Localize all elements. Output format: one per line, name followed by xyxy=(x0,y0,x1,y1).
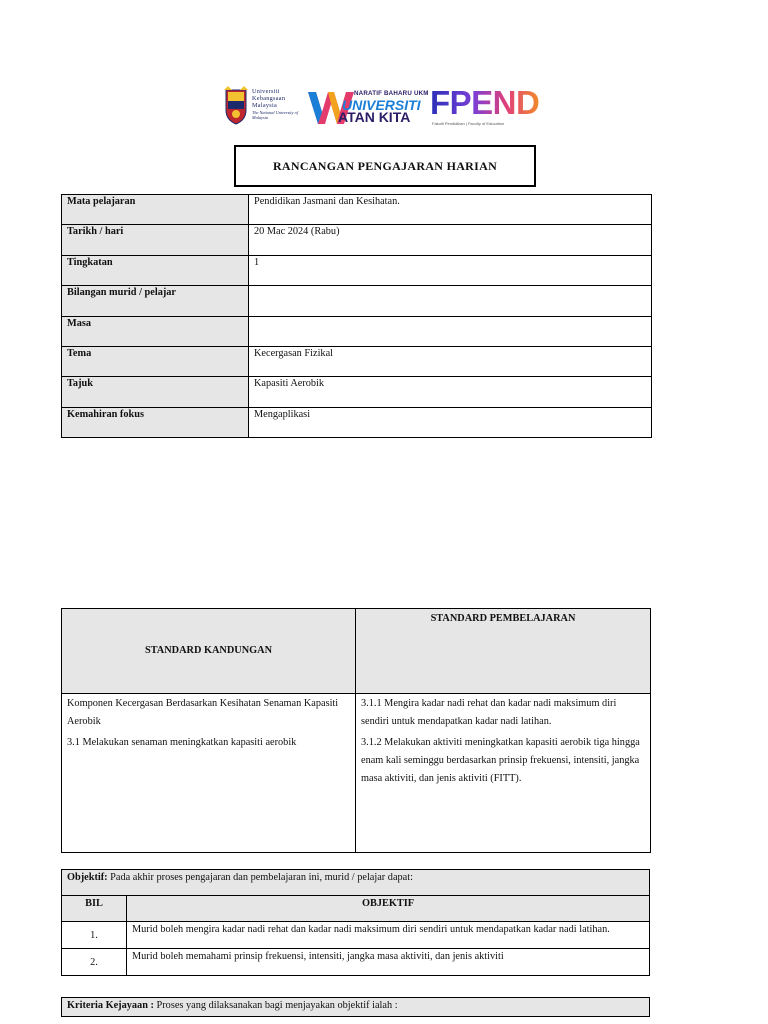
info-label: Tema xyxy=(62,346,249,376)
info-label: Tajuk xyxy=(62,377,249,407)
bil-header: BIL xyxy=(62,896,127,922)
info-label: Tarikh / hari xyxy=(62,225,249,255)
objektif-row xyxy=(62,922,650,949)
page-title: RANCANGAN PENGAJARAN HARIAN xyxy=(272,158,498,173)
kriteria-cell xyxy=(62,998,650,1017)
info-row xyxy=(62,346,652,376)
info-value: 20 Mac 2024 (Rabu) xyxy=(249,225,652,255)
standards-content-row xyxy=(62,694,651,853)
info-value xyxy=(249,286,652,316)
objektif-table xyxy=(61,869,650,976)
ukm-crest-icon xyxy=(224,86,248,126)
objektif-label: Objektif: xyxy=(67,872,108,883)
ukm-tagline: The National University of Malaysia xyxy=(252,110,298,120)
info-label: Mata pelajaran xyxy=(62,195,249,225)
info-table xyxy=(61,194,652,438)
standards-header-row xyxy=(62,609,651,694)
kandungan-paragraph-1: Komponen Kecergasan Berdasarkan Kesihatan Senaman Kapasiti Aerobik xyxy=(67,698,339,727)
ukm-logo xyxy=(224,86,306,128)
objektif-bil: 2. xyxy=(62,949,127,976)
objektif-intro xyxy=(62,870,650,896)
watan-top-text: NARATIF BAHARU UKM xyxy=(354,90,429,97)
objektif-intro-text: Pada akhir proses pengajaran dan pembelajaran ini, murid / pelajar dapat: xyxy=(107,872,413,883)
standard-pembelajaran-cell xyxy=(356,694,651,853)
pembelajaran-paragraph-2: 3.1.2 Melakukan aktiviti meningkatkan kapasiti aerobik tiga hingga enam kali seminggu berdasarkan prinsip frekuensi, intensiti, jangka masa aktiviti, dan jenis aktiviti (FITT). xyxy=(361,737,640,784)
info-row xyxy=(62,225,652,255)
info-row xyxy=(62,286,652,316)
objektif-header-row xyxy=(62,896,650,922)
kandungan-paragraph-2: 3.1 Melakukan senaman meningkatkan kapasiti aerobik xyxy=(67,737,297,748)
info-value: Kecergasan Fizikal xyxy=(249,346,652,376)
kriteria-text: Proses yang dilaksanakan bagi menjayakan objektif ialah : xyxy=(153,1000,398,1011)
info-row xyxy=(62,195,652,225)
info-row xyxy=(62,407,652,437)
info-value: 1 xyxy=(249,255,652,285)
pembelajaran-paragraph-1: 3.1.1 Mengira kadar nadi rehat dan kadar nadi maksimum diri sendiri untuk mendapatkan kadar nadi latihan. xyxy=(361,698,617,727)
standard-pembelajaran-header: STANDARD PEMBELAJARAN xyxy=(356,609,651,694)
fpend-logo xyxy=(430,86,546,130)
info-row xyxy=(62,377,652,407)
objektif-header: OBJEKTIF xyxy=(127,896,650,922)
info-label: Tingkatan xyxy=(62,255,249,285)
info-label: Kemahiran fokus xyxy=(62,407,249,437)
standards-table xyxy=(61,608,651,853)
standard-kandungan-cell xyxy=(62,694,356,853)
standard-kandungan-header: STANDARD KANDUNGAN xyxy=(62,609,356,694)
ukm-name: Universiti Kebangsaan Malaysia xyxy=(252,88,286,110)
info-row xyxy=(62,316,652,346)
info-value: Pendidikan Jasmani dan Kesihatan. xyxy=(249,195,652,225)
info-label: Masa xyxy=(62,316,249,346)
page-title-box xyxy=(234,145,536,187)
fpend-text: FPEND xyxy=(430,84,540,121)
objektif-text: Murid boleh mengira kadar nadi rehat dan kadar nadi maksimum diri sendiri untuk mendapatkan kadar nadi latihan. xyxy=(127,922,650,949)
objektif-row xyxy=(62,949,650,976)
watan-line1: UNIVERSITI xyxy=(342,97,421,113)
objektif-text: Murid boleh memahami prinsip frekuensi, intensiti, jangka masa aktiviti, dan jenis aktiviti xyxy=(127,949,650,976)
kriteria-label: Kriteria Kejayaan : xyxy=(67,1000,154,1011)
objektif-intro-row xyxy=(62,870,650,896)
info-value xyxy=(249,316,652,346)
objektif-bil: 1. xyxy=(62,922,127,949)
fpend-subtitle: Fakulti Pendidikan | Faculty of Education xyxy=(432,121,505,126)
info-value: Kapasiti Aerobik xyxy=(249,377,652,407)
watan-line2: ATAN KITA xyxy=(338,109,411,125)
info-value: Mengaplikasi xyxy=(249,407,652,437)
info-row xyxy=(62,255,652,285)
kriteria-row xyxy=(62,998,650,1017)
watan-kita-logo xyxy=(308,88,429,128)
kriteria-table xyxy=(61,997,650,1017)
info-label: Bilangan murid / pelajar xyxy=(62,286,249,316)
